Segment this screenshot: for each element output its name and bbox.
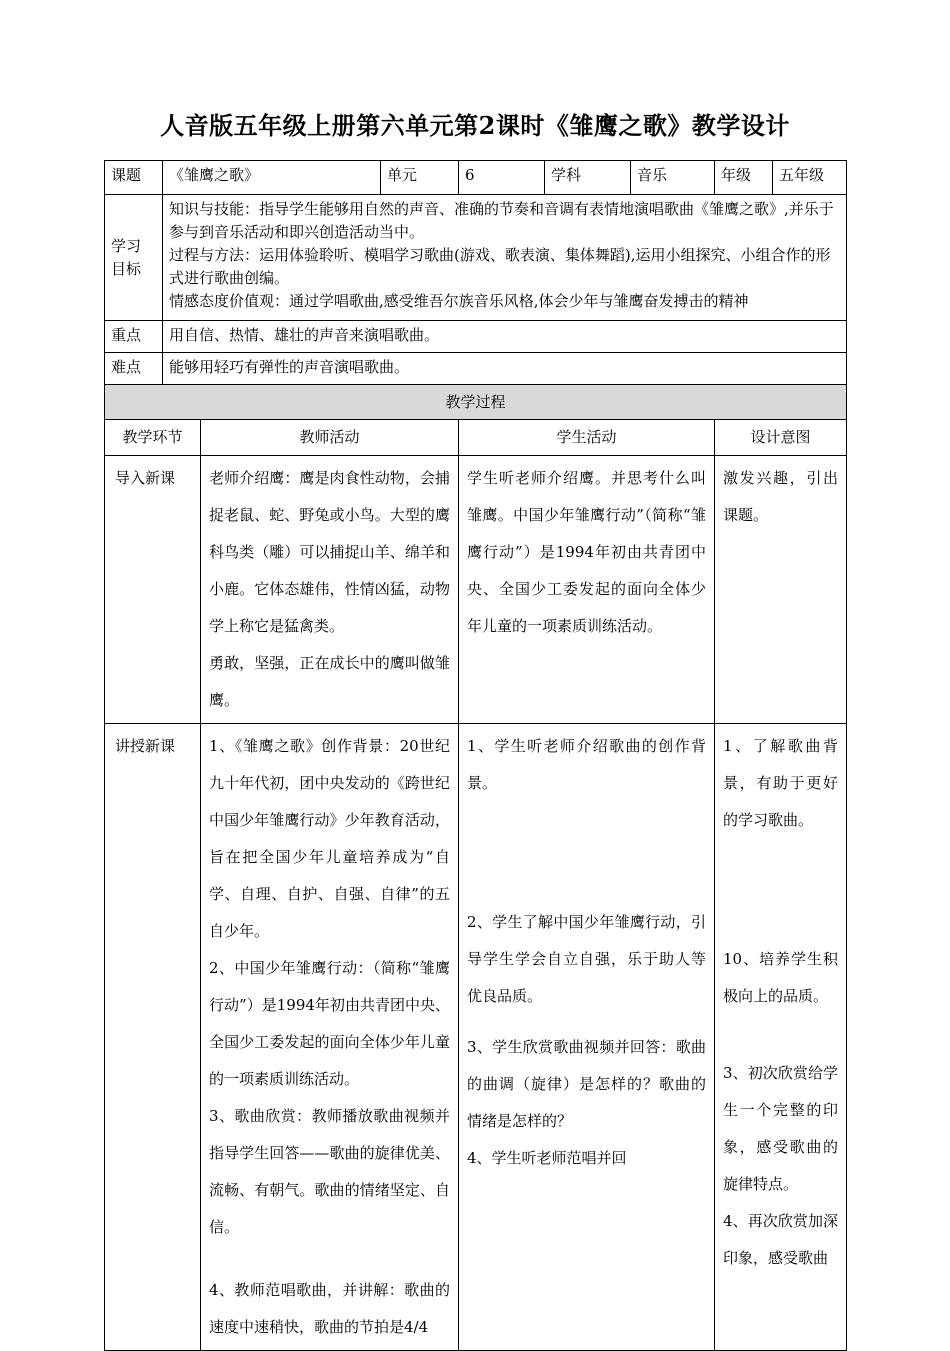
objective-process: 过程与方法：运用体验聆听、模唱学习歌曲(游戏、歌表演、集体舞蹈),运用小组探究、小组合作的形式进行歌曲创编。: [169, 246, 831, 287]
difficulty-row: [105, 353, 847, 385]
column-header-stage: 教学环节: [105, 420, 201, 456]
objectives-row: [105, 195, 847, 321]
topic-label: 课题: [105, 161, 163, 195]
table-row: [105, 456, 847, 724]
intent-paragraph: 4、再次欣赏加深印象，感受歌曲: [723, 1212, 839, 1267]
stage-cell: 导入新课: [105, 456, 201, 724]
subject-value: 音乐: [631, 161, 715, 195]
student-paragraph: 学生听老师介绍鹰。并思考什么叫雏鹰。中国少年雏鹰行动”（简称“雏鹰行动”）是1994年初由共青团中央、全国少工委发起的面向全体少年儿童的一项素质训练活动。: [467, 469, 707, 635]
student-paragraph: 1、学生听老师介绍歌曲的创作背景。: [467, 737, 707, 792]
teacher-paragraph: 勇敢，坚强，正在成长中的鹰叫做雏鹰。: [209, 654, 451, 709]
teacher-paragraph: 2、中国少年雏鹰行动：（简称“雏鹰行动”）是1994年初由共青团中央、全国少工委发起的面向全体少年儿童的一项素质训练活动。: [209, 959, 451, 1088]
column-header-row: [105, 420, 847, 456]
intent-paragraph: 3、初次欣赏给学生一个完整的印象，感受歌曲的旋律特点。: [723, 1064, 839, 1193]
intent-paragraph: 10、培养学生积极向上的品质。: [723, 950, 839, 1005]
column-header-student: 学生活动: [459, 420, 715, 456]
teacher-paragraph: 老师介绍鹰：鹰是肉食性动物，会捕捉老鼠、蛇、野兔或小鸟。大型的鹰科鸟类（雕）可以捕捉山羊、绵羊和小鹿。它体态雄伟，性情凶猛，动物学上称它是猛禽类。: [209, 469, 451, 635]
grade-value: 五年级: [773, 161, 847, 195]
table-row: [105, 724, 847, 1351]
teacher-paragraph: 4、教师范唱歌曲，并讲解：歌曲的速度中速稍快，歌曲的节拍是4/4: [209, 1281, 451, 1336]
lesson-plan-table: [104, 160, 847, 1351]
unit-label: 单元: [381, 161, 459, 195]
intent-paragraph: 1、了解歌曲背景，有助于更好的学习歌曲。: [723, 737, 839, 829]
process-header: 教学过程: [105, 385, 847, 420]
stage-cell: 讲授新课: [105, 724, 201, 1351]
objectives-label-line2: 目标: [111, 259, 142, 278]
teacher-paragraph: 1、《雏鹰之歌》创作背景：20世纪九十年代初，团中央发动的《跨世纪中国少年雏鹰行动》少年教育活动，旨在把全国少年儿童培养成为“自学、自理、自护、自强、自律”的五自少年。: [209, 737, 451, 940]
key-point-row: [105, 321, 847, 353]
student-paragraph: 3、学生欣赏歌曲视频并回答：歌曲的曲调（旋律）是怎样的？歌曲的情绪是怎样的？: [467, 1038, 707, 1130]
teacher-activity-cell: [201, 724, 459, 1351]
teacher-activity-cell: [201, 456, 459, 724]
student-activity-cell: [459, 724, 715, 1351]
intent-cell: [715, 724, 847, 1351]
teacher-paragraph: 3、歌曲欣赏：教师播放歌曲视频并指导学生回答——歌曲的旋律优美、流畅、有朝气。歌曲的情绪坚定、自信。: [209, 1107, 451, 1236]
process-header-row: [105, 385, 847, 420]
intent-paragraph: 激发兴趣，引出课题。: [723, 469, 839, 524]
intent-cell: [715, 456, 847, 724]
objectives-label-line1: 学习: [111, 236, 142, 255]
student-paragraph: 4、学生听老师范唱并回: [467, 1149, 627, 1167]
key-point-value: 用自信、热情、雄壮的声音来演唱歌曲。: [163, 321, 847, 353]
column-header-intent: 设计意图: [715, 420, 847, 456]
grade-label: 年级: [715, 161, 773, 195]
info-row: [105, 161, 847, 195]
objectives-content: [163, 195, 847, 321]
difficulty-label: 难点: [105, 353, 163, 385]
topic-value: 《雏鹰之歌》: [163, 161, 381, 195]
unit-value: 6: [459, 161, 545, 195]
column-header-teacher: 教师活动: [201, 420, 459, 456]
student-paragraph: 2、学生了解中国少年雏鹰行动，引导学生学会自立自强，乐于助人等优良品质。: [467, 913, 707, 1005]
objective-emotion: 情感态度价值观：通过学唱歌曲,感受维吾尔族音乐风格,体会少年与雏鹰奋发搏击的精神: [169, 292, 749, 310]
objectives-label: [105, 195, 163, 321]
objective-knowledge: 知识与技能：指导学生能够用自然的声音、准确的节奏和音调有表情地演唱歌曲《雏鹰之歌》,并乐于参与到音乐活动和即兴创造活动当中。: [169, 200, 834, 241]
difficulty-value: 能够用轻巧有弹性的声音演唱歌曲。: [163, 353, 847, 385]
document-title: 人音版五年级上册第六单元第2课时《雏鹰之歌》教学设计: [160, 111, 790, 140]
student-activity-cell: [459, 456, 715, 724]
subject-label: 学科: [545, 161, 631, 195]
key-point-label: 重点: [105, 321, 163, 353]
